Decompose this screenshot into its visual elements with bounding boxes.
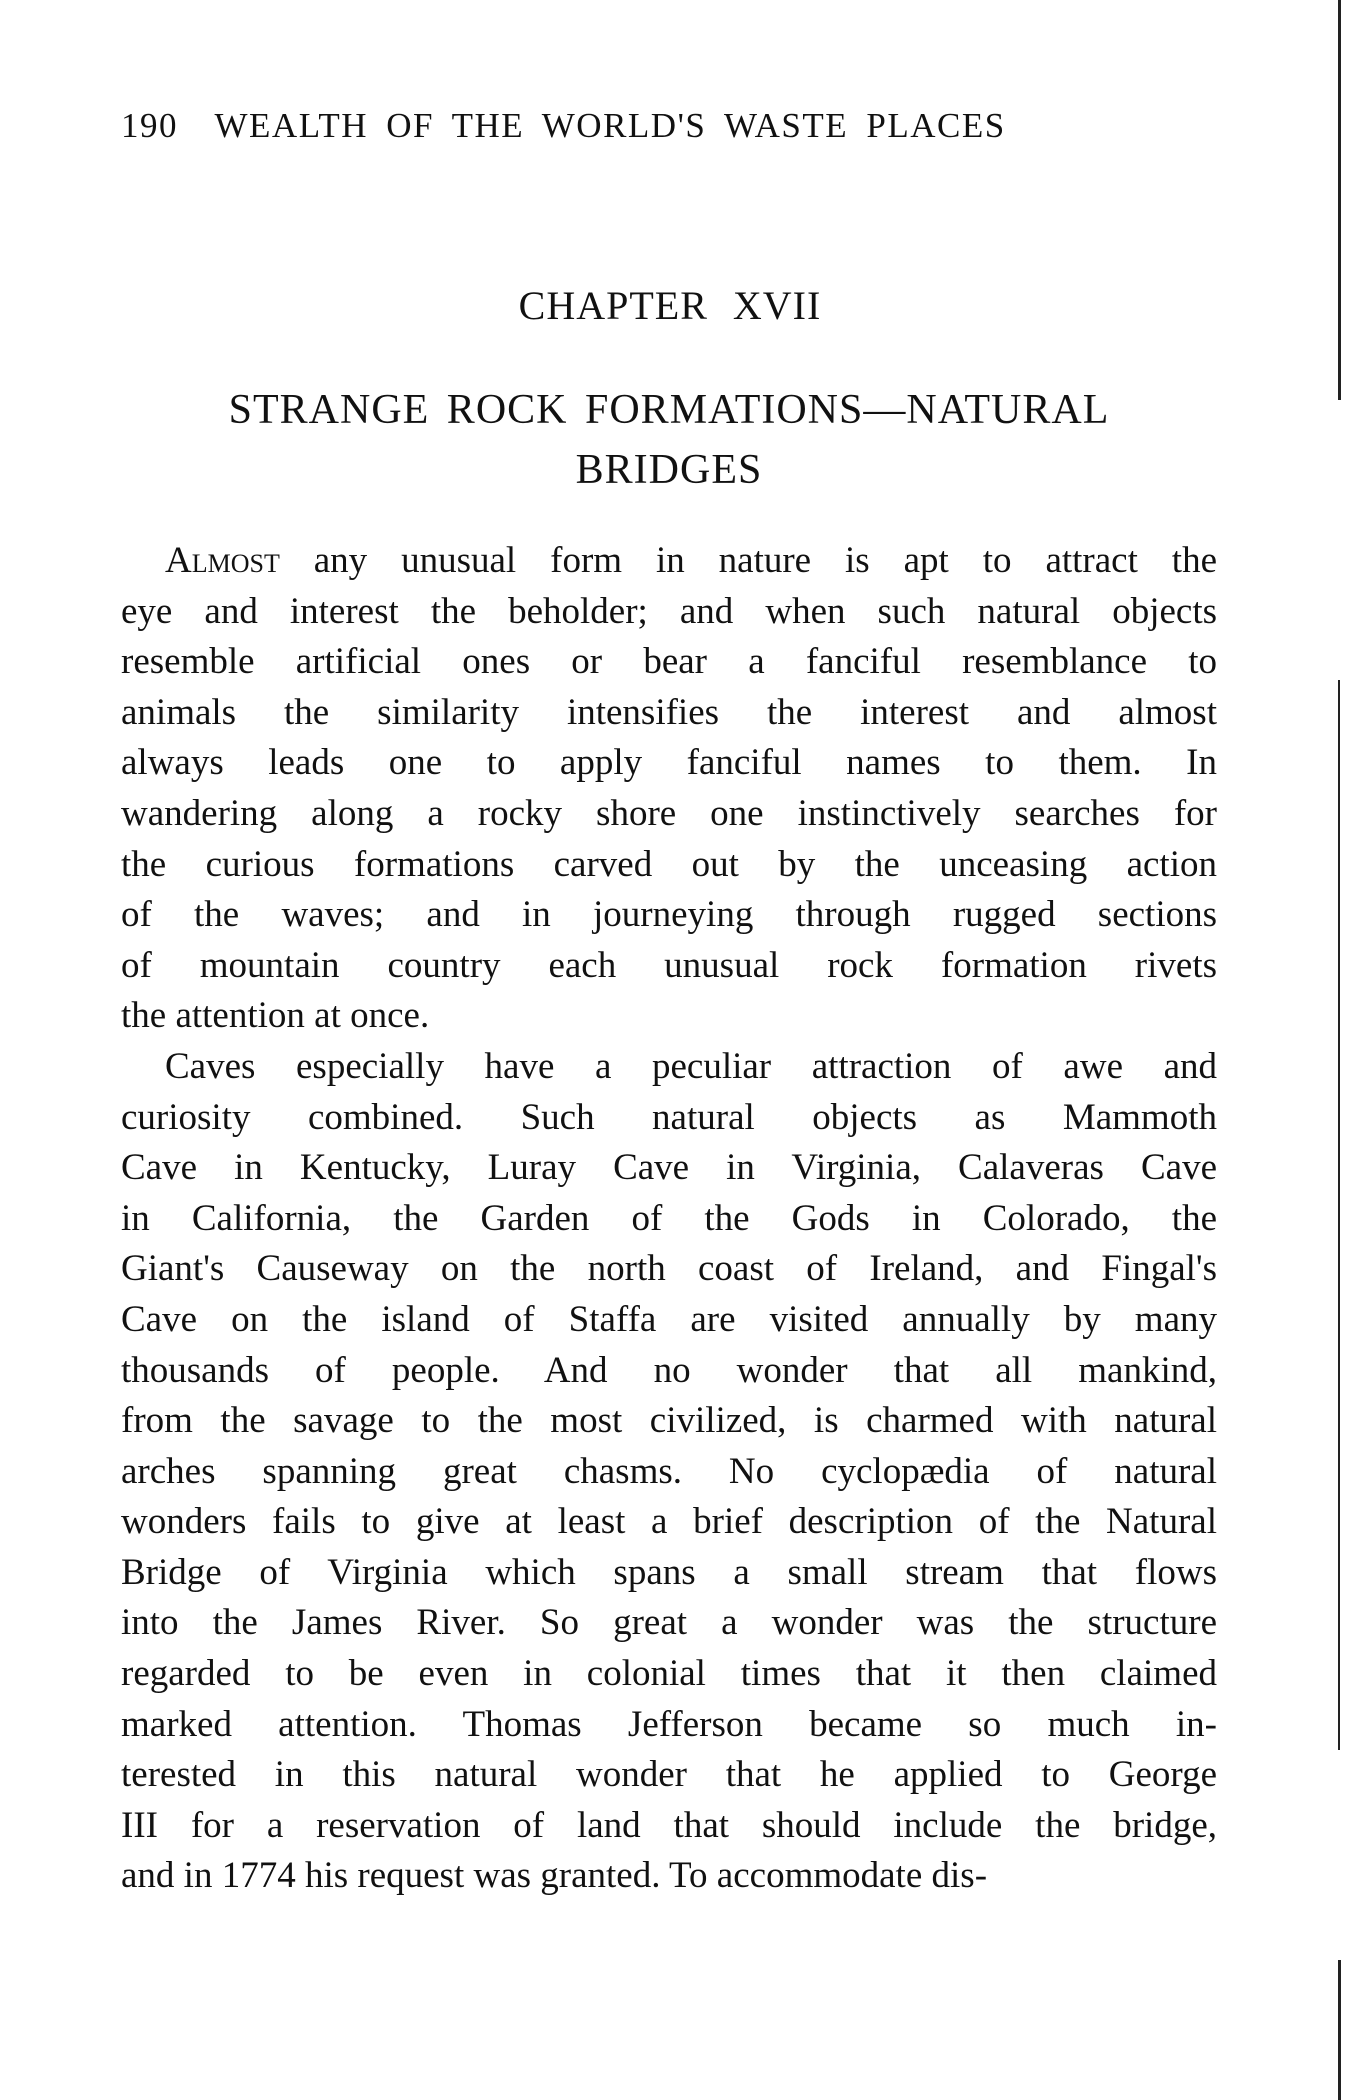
text-line: curiosity combined. Such natural objects as Mammoth [121,1096,1217,1138]
text-line: of mountain country each unusual rock formation rivets [121,944,1217,986]
running-header [121,106,1006,146]
text-line: the attention at once. [121,995,430,1037]
text-line: into the James River. So great a wonder was the structure [121,1602,1217,1644]
text-line: always leads one to apply fanciful names to them. In [121,742,1217,784]
text-line: animals the similarity intensifies the interest and almost [121,691,1217,733]
text-line-rest: any unusual form in nature is apt to attract the [279,540,1217,581]
text-line [121,536,1217,587]
text-line: III for a reservation of land that should include the bridge, [121,1804,1217,1846]
small-caps-opening-word: Almost [165,540,280,581]
text-line: eye and interest the beholder; and when such natural objects [121,590,1217,632]
text-line: resemble artificial ones or bear a fanciful resemblance to [121,641,1217,683]
paragraph-1 [121,536,1217,1042]
text-line: Cave in Kentucky, Luray Cave in Virginia, Calaveras Cave [121,1147,1217,1189]
text-line: Giant's Causeway on the north coast of Ireland, and Fingal's [121,1248,1217,1290]
body-text [121,536,1217,1902]
text-line: from the savage to the most civilized, is charmed with natural [121,1400,1217,1442]
text-line: Bridge of Virginia which spans a small stream that flows [121,1551,1217,1593]
text-line: in California, the Garden of the Gods in Colorado, the [121,1197,1217,1239]
chapter-title-line: STRANGE ROCK FORMATIONS—NATURAL [228,387,1110,433]
running-title: WEALTH OF THE WORLD'S WASTE PLACES [214,106,1006,145]
text-line: arches spanning great chasms. No cyclopædia of natural [121,1450,1217,1492]
text-line: marked attention. Thomas Jefferson became so much in- [121,1703,1217,1745]
chapter-title [121,380,1217,500]
page-edge-line [1338,0,1341,400]
text-line: wandering along a rocky shore one instinctively searches for [121,792,1217,834]
paragraph-2 [121,1042,1217,1902]
page-edge-line [1338,1960,1341,2100]
text-line: and in 1774 his request was granted. To accommodate dis- [121,1855,988,1897]
chapter-label: CHAPTER XVII [518,283,822,328]
text-line: of the waves; and in journeying through rugged sections [121,894,1217,936]
text-line: regarded to be even in colonial times that it then claimed [121,1653,1217,1695]
text-line: Caves especially have a peculiar attraction of awe and [165,1045,1217,1087]
text-line: the curious formations carved out by the unceasing action [121,843,1217,885]
text-line: Cave on the island of Staffa are visited annually by many [121,1298,1217,1340]
page-edge-line [1338,680,1340,1750]
text-line: terested in this natural wonder that he applied to George [121,1754,1217,1796]
text-line: wonders fails to give at least a brief description of the Natural [121,1501,1217,1543]
text-line: thousands of people. And no wonder that all mankind, [121,1349,1217,1391]
chapter-title-line: BRIDGES [575,447,763,493]
page-number: 190 [121,106,178,145]
